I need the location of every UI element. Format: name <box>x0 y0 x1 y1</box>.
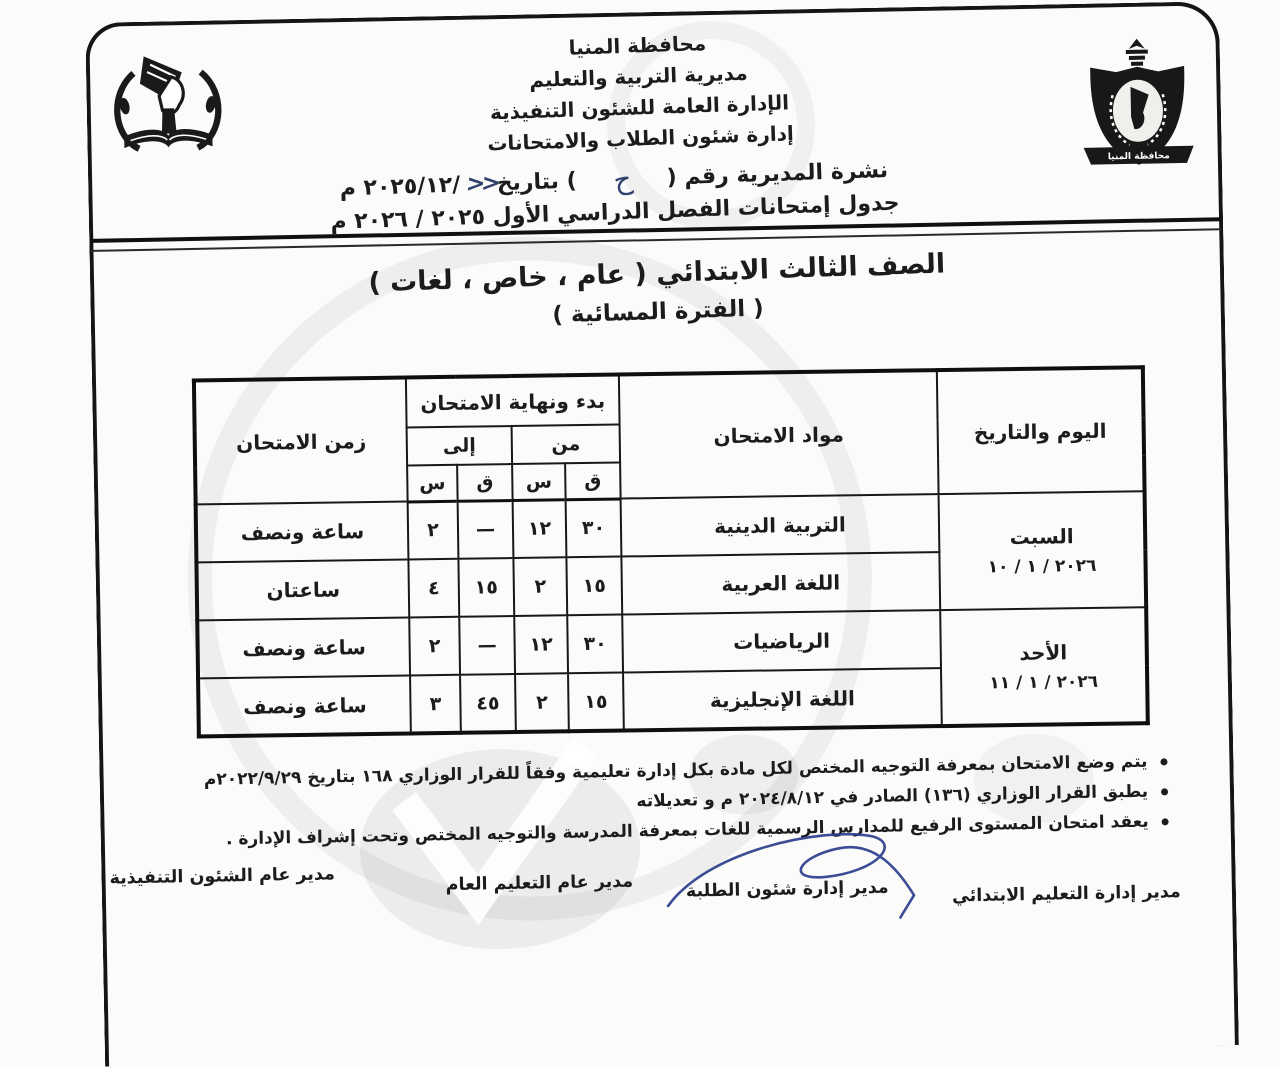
to-minutes-cell: ٤٥ <box>460 674 516 733</box>
subject-cell: اللغة الإنجليزية <box>623 668 942 730</box>
bulletin-number-space <box>631 184 667 185</box>
table-row <box>197 607 1147 678</box>
title-block <box>94 239 1222 343</box>
exam-schedule-table-wrap <box>192 365 1150 738</box>
col-timing-header: بدء ونهاية الامتحان <box>406 375 620 428</box>
bulletin-era-suffix: م <box>339 176 357 202</box>
handwritten-bulletin-number: ح <box>610 161 635 198</box>
document-header <box>297 19 983 240</box>
header-general-administration: الإدارة العامة للشئون التنفيذية <box>489 90 790 125</box>
to-hours-cell: ٢ <box>409 617 460 676</box>
from-hours-cell: ٢ <box>515 673 569 732</box>
day-date: ٢٠٢٦ / ١ / ١٠ <box>987 555 1097 578</box>
schedule-title-line: جدول إمتحانات الفصل الدراسي الأول ٢٠٢٥ / ٢٠٢٦ م <box>330 190 900 235</box>
from-hours-header: س <box>512 463 565 500</box>
header-directorate: مديرية التربية والتعليم <box>528 60 749 93</box>
from-minutes-header: ق <box>565 463 620 500</box>
minya-governorate-emblem-icon <box>1072 38 1205 172</box>
to-hours-header: س <box>407 465 457 502</box>
header-governorate: محافظة المنيا <box>568 31 707 60</box>
bullet-icon <box>1161 788 1168 795</box>
to-minutes-cell: — <box>458 500 514 559</box>
period-title: ( الفترة المسائية ) <box>551 295 765 329</box>
signature-title-students-affairs-director: مدير إدارة شئون الطلبة <box>685 877 889 902</box>
day-name: السبت <box>1009 524 1074 550</box>
from-minutes-cell: ١٥ <box>566 557 622 616</box>
to-hours-cell: ٢ <box>408 501 459 560</box>
to-hours-cell: ٤ <box>408 559 459 618</box>
handwritten-signature-icon <box>661 823 923 924</box>
duration-cell: ساعتان <box>196 559 409 620</box>
from-minutes-cell: ٣٠ <box>567 615 623 674</box>
to-minutes-cell: — <box>459 616 515 675</box>
note-text: يعقد امتحان المستوى الرفيع للمدارس الرسمية للغات بمعرفة المدرسة والتوجيه المختص وتحت إشراف الإدارة . <box>225 811 1149 850</box>
day-cell-saturday <box>939 491 1147 610</box>
signature-title-general-education-director: مدير عام التعليم العام <box>445 871 634 896</box>
col-to-header: إلى <box>407 426 513 465</box>
from-hours-cell: ١٢ <box>513 499 567 558</box>
col-day-header: اليوم والتاريخ <box>937 367 1145 494</box>
col-subject-header: مواد الامتحان <box>619 370 939 498</box>
to-minutes-header: ق <box>457 464 512 501</box>
day-date: ٢٠٢٦ / ١ / ١١ <box>989 671 1099 693</box>
to-hours-cell: ٣ <box>410 675 461 734</box>
duration-cell: ساعة ونصف <box>198 675 411 736</box>
duration-cell: ساعة ونصف <box>196 501 409 562</box>
bullet-icon <box>1162 818 1169 825</box>
subject-cell: التربية الدينية <box>621 494 940 556</box>
handwritten-date-mark: << <box>464 170 499 198</box>
exam-schedule-table <box>192 365 1150 738</box>
table-row <box>196 491 1146 562</box>
grade-title: الصف الثالث الابتدائي ( عام ، خاص ، لغات ) <box>367 248 946 299</box>
footnotes <box>147 750 1169 860</box>
subject-cell: اللغة العربية <box>621 552 940 614</box>
scanned-page-frame <box>85 1 1239 1067</box>
from-minutes-cell: ١٥ <box>568 673 624 732</box>
signature-title-primary-education-director: مدير إدارة التعليم الابتدائي <box>951 882 1181 907</box>
from-hours-cell: ١٢ <box>514 615 568 674</box>
subject-cell: الرياضيات <box>622 610 941 672</box>
day-cell-sunday <box>940 607 1148 726</box>
bulletin-number-space <box>577 186 613 187</box>
governorate-banner-label: محافظة المنيا <box>1107 151 1170 163</box>
bulletin-middle: ) بتاريخ <box>496 168 578 197</box>
duration-cell: ساعة ونصف <box>197 617 410 678</box>
from-hours-cell: ٢ <box>513 557 567 616</box>
bullet-icon <box>1160 758 1167 765</box>
day-name: الأحد <box>1019 639 1068 665</box>
note-text: يتم وضع الامتحان بمعرفة التوجيه المختص لكل مادة بكل إدارة تعليمية وفقاً للقرار الوزاري ١٦٨ بتاريخ ٢٠٢٢/٩/٢٩م <box>203 751 1148 790</box>
signature-title-executive-affairs-director: مدير عام الشئون التنفيذية <box>109 864 336 889</box>
bulletin-date: ٢٠٢٥/١٢/ <box>363 172 461 201</box>
education-directorate-emblem-icon <box>104 44 232 172</box>
col-duration-header: زمن الامتحان <box>194 378 408 505</box>
to-minutes-cell: ١٥ <box>458 558 514 617</box>
from-minutes-cell: ٣٠ <box>566 499 622 558</box>
bulletin-prefix: نشرة المديرية رقم ( <box>666 157 889 191</box>
header-students-administration: إدارة شئون الطلاب والامتحانات <box>486 121 795 156</box>
col-from-header: من <box>512 425 621 465</box>
note-text: يطبق القرار الوزاري (١٣٦) الصادر في ٢٠٢٤/٨/١٢ م و تعديلاته <box>636 781 1149 812</box>
